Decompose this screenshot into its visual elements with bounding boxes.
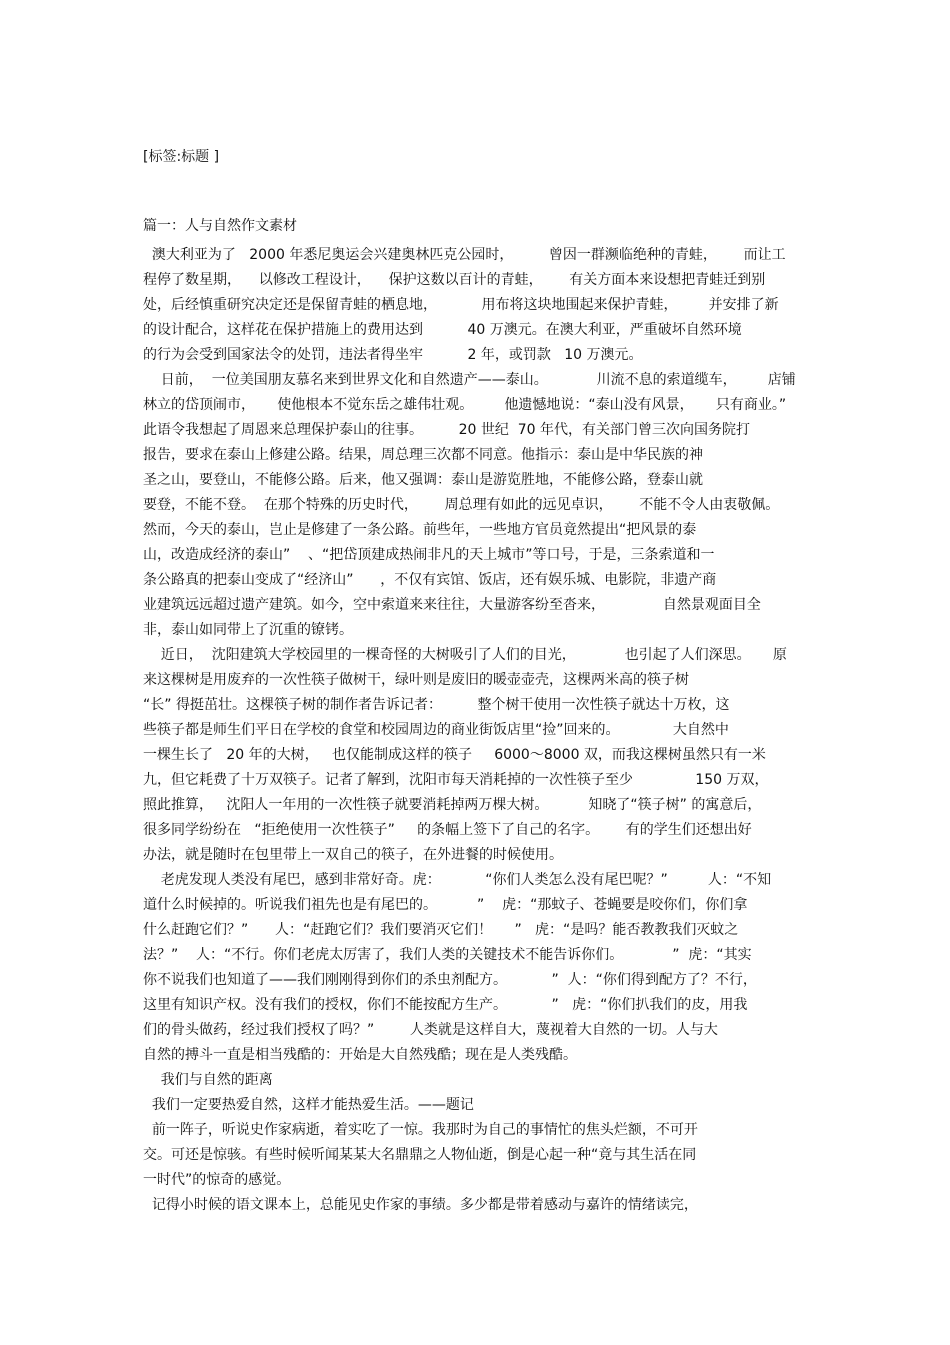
text-line: 很多同学纷纷在 “拒绝使用一次性筷子” 的条幅上签下了自己的名字。 有的学生们还想出好 <box>143 822 752 838</box>
text-line: 近日， 沈阳建筑大学校园里的一棵奇怪的大树吸引了人们的目光， 也引起了人们深思。 原 <box>143 647 787 663</box>
paragraph <box>143 868 808 1068</box>
text-line: 此语令我想起了周恩来总理保护泰山的往事。 20 世纪 70 年代，有关部门曾三次向国务院打 <box>143 422 751 438</box>
text-line: 九，但它耗费了十万双筷子。记者了解到，沈阳市每天消耗掉的一次性筷子至少 150 万双， <box>143 772 769 788</box>
section-title: 篇一：人与自然作文素材 <box>143 218 297 234</box>
text-line: 一时代”的惊奇的感觉。 <box>143 1172 291 1188</box>
text-line: 报告，要求在泰山上修建公路。结果，周总理三次都不同意。他指示：泰山是中华民族的神 <box>143 447 703 463</box>
text-line: “长” 得挺茁壮。这棵筷子树的制作者告诉记者： 整个树干使用一次性筷子就达十万枚，这 <box>143 697 730 713</box>
text-line: 要登，不能不登。 在那个特殊的历史时代， 周总理有如此的远见卓识， 不能不令人由衷敬佩。 <box>143 497 780 513</box>
paragraph <box>143 243 808 368</box>
paragraph <box>143 643 808 868</box>
text-line: 日前， 一位美国朋友慕名来到世界文化和自然遗产——泰山。 川流不息的索道缆车， 店铺 <box>143 372 796 388</box>
document-body <box>143 214 808 1218</box>
text-line: 的行为会受到国家法令的处罚，违法者得坐牢 2 年，或罚款 10 万澳元。 <box>143 347 643 363</box>
text-line: 的设计配合，这样花在保护措施上的费用达到 40 万澳元。在澳大利亚，严重破坏自然环境 <box>143 322 742 338</box>
text-line: 们的骨头做药，经过我们授权了吗？” 人类就是这样自大，蔑视着大自然的一切。人与大 <box>143 1022 718 1038</box>
text-line: 我们与自然的距离 <box>143 1072 273 1088</box>
text-line: 老虎发现人类没有尾巴，感到非常好奇。虎： “你们人类怎么没有尾巴呢？” 人：“不知 <box>143 872 772 888</box>
text-line: 道什么时候掉的。听说我们祖先也是有尾巴的。 ” 虎：“那蚊子、苍蝇要是咬你们，你们拿 <box>143 897 748 913</box>
text-line: 我们一定要热爱自然，这样才能热爱生活。——题记 <box>143 1097 474 1113</box>
text-line: 照此推算， 沈阳人一年用的一次性筷子就要消耗掉两万棵大树。 知晓了“筷子树” 的寓意后， <box>143 797 762 813</box>
text-line: 些筷子都是师生们平日在学校的食堂和校园周边的商业街饭店里“捡”回来的。 大自然中 <box>143 722 729 738</box>
paragraph <box>143 1093 808 1118</box>
text-line: 处，后经慎重研究决定还是保留青蛙的栖息地， 用布将这块地围起来保护青蛙， 并安排了新 <box>143 297 779 313</box>
text-line: 交。可还是惊骇。有些时候听闻某某大名鼎鼎之人物仙逝，倒是心起一种“竟与其生活在同 <box>143 1147 697 1163</box>
paragraph-list <box>143 243 808 1218</box>
text-line: 前一阵子，听说史作家病逝，着实吃了一惊。我那时为自己的事情忙的焦头烂额，不可开 <box>143 1122 698 1138</box>
paragraph <box>143 1193 808 1218</box>
text-line: 然而，今天的泰山，岂止是修建了一条公路。前些年，一些地方官员竟然提出“把风景的泰 <box>143 522 697 538</box>
text-line: 办法，就是随时在包里带上一双自己的筷子，在外进餐的时候使用。 <box>143 847 563 863</box>
text-line: 来这棵树是用废弃的一次性筷子做树干，绿叶则是废旧的暖壶壶壳，这棵两米高的筷子树 <box>143 672 689 688</box>
text-line: 记得小时候的语文课本上，总能见史作家的事绩。多少都是带着感动与嘉许的情绪读完， <box>143 1197 698 1213</box>
text-line: 自然的搏斗一直是相当残酷的：开始是大自然残酷；现在是人类残酷。 <box>143 1047 577 1063</box>
text-line: 山，改造成经济的泰山” 、“把岱顶建成热闹非凡的天上城市”等口号，于是，三条索道和一 <box>143 547 715 563</box>
text-line: 林立的岱顶闹市， 使他根本不觉东岳之雄伟壮观。 他遗憾地说：“泰山没有风景， 只有商业。” <box>143 397 787 413</box>
text-line: 一棵生长了 20 年的大树， 也仅能制成这样的筷子 6000～8000 双，而我这棵树虽然只有一米 <box>143 747 766 763</box>
paragraph <box>143 368 808 643</box>
text-line: 法？” 人：“不行。你们老虎太厉害了，我们人类的关键技术不能告诉你们。 ” 虎：“其实 <box>143 947 752 963</box>
text-line: 程停了数星期， 以修改工程设计， 保护这数以百计的青蛙， 有关方面本来设想把青蛙迁到别 <box>143 272 766 288</box>
paragraph <box>143 1118 808 1193</box>
text-line: 圣之山，要登山，不能修公路。后来，他又强调：泰山是游览胜地，不能修公路，登泰山就 <box>143 472 703 488</box>
text-line: 你不说我们也知道了——我们刚刚得到你们的杀虫剂配方。 ” 人：“你们得到配方了？不行， <box>143 972 757 988</box>
text-line: 澳大利亚为了 2000 年悉尼奥运会兴建奥林匹克公园时， 曾因一群濒临绝种的青蛙， 而让工 <box>143 247 786 263</box>
paragraph <box>143 1068 808 1093</box>
text-line: 非，泰山如同带上了沉重的镣铐。 <box>143 622 353 638</box>
tag-line: [标签:标题 ] <box>143 149 220 165</box>
text-line: 条公路真的把泰山变成了“经济山” ，不仅有宾馆、饭店，还有娱乐城、电影院，非遗产商 <box>143 572 717 588</box>
text-line: 这里有知识产权。没有我们的授权，你们不能按配方生产。 ” 虎：“你们扒我们的皮，用我 <box>143 997 748 1013</box>
text-line: 什么赶跑它们？” 人：“赶跑它们？我们要消灭它们！ ” 虎：“是吗？能否教教我们灭蚊之 <box>143 922 739 938</box>
text-line: 业建筑远远超过遗产建筑。如今，空中索道来来往往，大量游客纷至沓来， 自然景观面目全 <box>143 597 761 613</box>
